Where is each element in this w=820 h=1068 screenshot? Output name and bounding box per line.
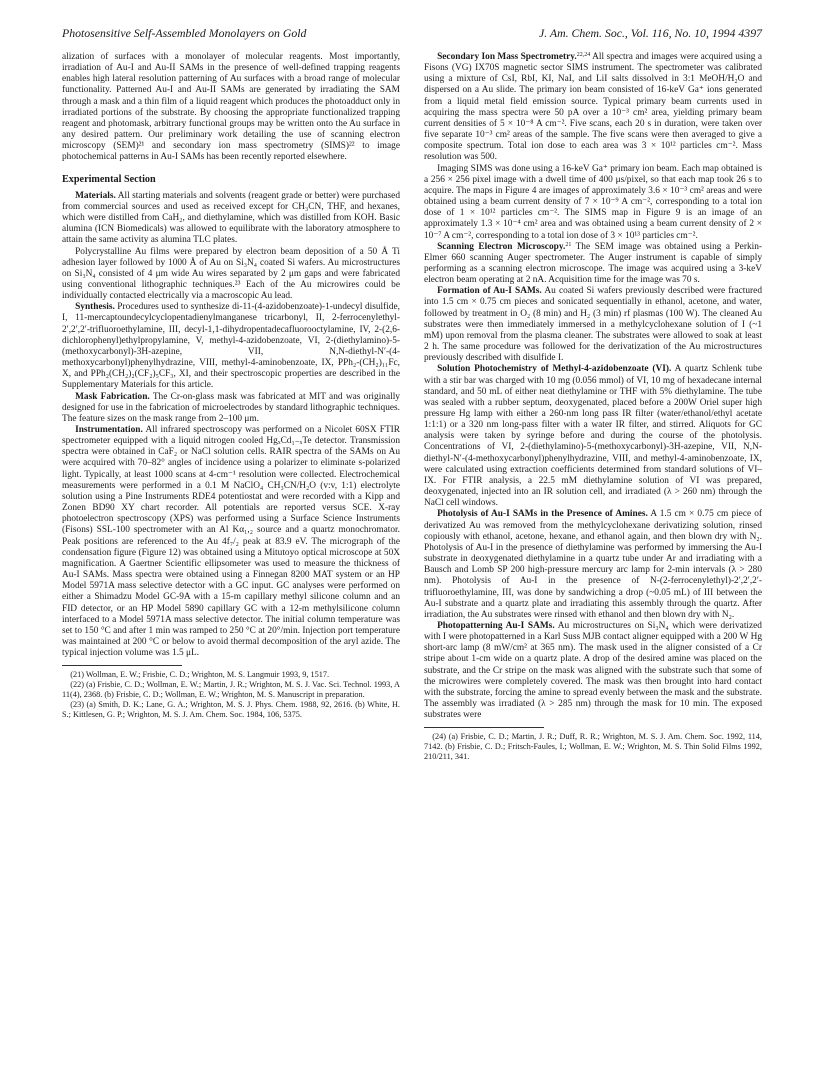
photopatterning-text: Au microstructures on Si₃N₄ which were derivatized with I were photopatterned in a Karl Suss MJB contact aligner equipped with a 200 W Hg short-arc lamp (8 mW/cm² at 365 nm). The mask used in the aligner consisted of a Cr stripe about 1-cm wide on a quartz plate. A drop of the desired amine was placed on the substrate, and the Cr stripe on the mask was aligned with the substrate such that some of the microwires were completely covered. The mask was then brought into hard contact with the substrate, forcing the amine to spread evenly between the mask and the substrate. The assembly was irradiated (λ > 285 nm) through the mask for 10 min. The exposed substrates were <box>424 620 762 721</box>
materials-paragraph <box>62 191 400 247</box>
sem-paragraph <box>424 242 762 287</box>
imaging-paragraph: Imaging SIMS was done using a 16-keV Ga⁺ primary ion beam. Each map obtained is a 256 × 256 pixel image with a dwell time of 400 μs/pixel, so that each map took 26 s to acquire. The maps in Figure 4 are images of approximately 3.6 × 10⁻³ cm² areas and were obtained using a beam current density of 7 × 10⁻⁹ A cm⁻², corresponding to a total ion dose of 1 × 10¹² particles cm⁻². The SIMS map in Figure 9 is an image of an approximately 1.3 × 10⁻⁴ cm² area and was obtained using a beam current density of 2 × 10⁻⁷ A cm⁻², corresponding to a total ion dose of 3 × 10¹³ particles cm⁻². <box>424 163 762 241</box>
running-title: Photosensitive Self-Assembled Monolayers on Gold <box>62 26 307 40</box>
materials-heading: Materials. <box>75 190 116 201</box>
mask-heading: Mask Fabrication. <box>75 391 150 402</box>
footnotes-left <box>62 670 400 719</box>
solution-photochemistry-text: A quartz Schlenk tube with a stir bar was charged with 10 mg (0.056 mmol) of VI, 10 mg of hexadecane internal standard, and 50 mL of either neat diethylamine or THF with 5% diethylamine. The tube was sealed with a rubber septum, deoxygenated, placed before a 200W Oriel super high pressure Hg lamp with either a 260-nm long pass IR filter (water/ethanol/ethyl acetate 1:1:1) or a 320 nm long-pass filter with a water IR filter, and stirred. Aliquots for GC analysis were taken by syringe before and during the course of the photolysis. Concentrations of VI, 2-(diethylamino)-5-(methoxycarbonyl)-3H-azepine, VII, N,N-diethyl-N′-(4-methoxycarbonyl)phenylhydrazine, VIII, and methyl-4-aminobenzoate, IX, were calculated using extraction coefficients determined from standard solutions of VI–IX. For FTIR analysis, a 22.5 mM diethylamine solution of VI was prepared, deoxygenated, injected into an IR solution cell, and irradiated (λ > 260 nm) through the NaCl cell windows. <box>424 364 762 509</box>
footnote-divider <box>62 665 182 666</box>
synthesis-text: Procedures used to synthesize di-11-(4-azidobenzoate)-1-undecyl disulfide, I, 11-mercaptoundecylcyclopentadienylmanganese tricarbonyl, II, 2-ferrocenylethyl-2′,2′,2′-trifluoroethylamine, III, decyl-1,1-dihydropentadecafluorooctylamine, IV, 2-(2,6-dichlorophenyl)ethylpropylamine, V, methyl-4-azidobenzoate, VI, 2-(diethylamino)-5-(methoxycarbonyl)-3H-azepine, VII, N,N-diethyl-N′-(4-methoxycarbonyl)phenylhydrazine, VIII, methyl-4-aminobenzoate, IX, PPh₂-(CH₂)₁₁Fc, X, and PPh₂(CH₂)₂(CF₂)₅CF₃, XI, and their spectroscopic properties are described in the Supplementary Materials for this article. <box>62 302 400 391</box>
section-heading: Experimental Section <box>62 173 156 185</box>
photopatterning-paragraph <box>424 621 762 721</box>
footnote-22: (22) (a) Frisbie, C. D.; Wollman, E. W.; Martin, J. R.; Wrighton, M. S. J. Vac. Sci. Technol. 1993, A 11(4), 2368. (b) Frisbie, C. D.; Wollman, E. W.; Wrighton, M. S. Manuscript in preparation. <box>62 680 400 699</box>
sims-reference: 22,24 <box>576 52 591 58</box>
intro-paragraph: alization of surfaces with a monolayer of molecular reagents. Most importantly, irradiation of Au-I and Au-II SAMs in the presence of well-defined trapping reagents enables high lateral resolution patterning of Au surfaces with a broad range of molecular functionality. Patterned Au-I and Au-II SAMs are generated by irradiating the SAM through a mask and a thin film of a liquid reagent which produces the photoadduct only in irradiated portions of the substrate. By choosing the appropriate functionalized trapping reagent and photomask, arbitrary functional groups may be written onto the Au surface in any desired pattern. Our preliminary work detailing the use of scanning electron microscopy (SEM)²¹ and secondary ion mass spectrometry (SIMS)²² to image photochemical patterns in Au-I SAMs has been recently reported elsewhere. <box>62 52 400 163</box>
photopatterning-heading: Photopatterning Au-I SAMs. <box>437 620 555 631</box>
formation-text: Au coated Si wafers previously described were fractured into 1.5 cm × 0.75 cm pieces and sonicated sequentially in ethanol, acetone, and water, followed by treatment in O₂ (8 min) and H₂ (3 min) rf plasmas (100 W). The cleaned Au substrates were then immediately immersed in a methylcyclohexane solution of I (~1 mM) upon removal from the plasma cleaner. The substrates were allowed to soak at least 2 h. The same procedure was followed for the derivatization of the Au microstructures previously described with disulfide I. <box>424 286 762 364</box>
running-header <box>62 26 762 42</box>
synthesis-heading: Synthesis. <box>75 302 115 313</box>
formation-paragraph <box>424 286 762 364</box>
footnote-21: (21) Wollman, E. W.; Frisbie, C. D.; Wrighton, M. S. Langmuir 1993, 9, 1517. <box>70 670 330 680</box>
instrumentation-text: All infrared spectroscopy was performed on a Nicolet 60SX FTIR spectrometer equipped with a liquid nitrogen cooled HgₓCd₁₋ₓTe detector. Transmission spectra were obtained in CaF₂ or NaCl solution cells. RAIR spectra of the SAMs on Au were acquired with 70–82° angles of incidence using a polarizer to eliminate s-polarized light. Typically, at least 1000 scans at 4-cm⁻¹ resolution were collected. Electrochemical measurements were performed in a 0.1 M NaClO₄ CH₃CN/H₂O (v:v, 1:1) electrolyte solution using a Pine Instruments RDE4 potentiostat and were recorded with a Kipp and Zonen BD90 XY chart recorder. All potentials are reported versus SCE. X-ray photoelectron spectroscopy (XPS) was performed using a Surface Science Instruments (Fisons) SSL-100 spectrometer with an Al Kα₁,₂ source and a quartz monochromator. Peak positions are referenced to the Au 4f₇/₂ peak at 83.9 eV. The micrograph of the condensation figure (Figure 12) was obtained using a Mitutoyo optical microscope at 50X magnification. A Gaertner Scientific ellipsometer was used to measure the thickness of Au-I SAMs. Mass spectra were obtained using a Finnegan 8200 MAT system or an HP Model 5971A mass selective detector with a GC input. GC analyses were performed on either a Shimadzu Model GC-9A with a 15-m capillary methyl silicone column and an FID detector, or an HP Model 5890 capillary GC with a 12-m methylsilicone column interfaced to a Model 5971A mass selective detector. The initial column temperature was set to 150 °C and after 1 min was ramped to 250 °C at 20°/min. Injection port temperature was maintained at 200 °C or below to avoid thermal decomposition of the aryl azide. The typical injection volume was 1.5 μL. <box>62 425 400 659</box>
right-column <box>424 52 762 762</box>
footnote-24: (24) (a) Frisbie, C. D.; Martin, J. R.; Duff, R. R.; Wrighton, M. S. J. Am. Chem. Soc. 1992, 114, 7142. (b) Frisbie, C. D.; Fritsch-Faules, I.; Wollman, E. W.; Wrighton, M. S. Thin Solid Films 1992, 210/211, 341. <box>424 732 762 761</box>
mask-paragraph <box>62 392 400 425</box>
photolysis-paragraph <box>424 509 762 621</box>
photolysis-heading: Photolysis of Au-I SAMs in the Presence of Amines. <box>437 509 648 520</box>
solution-photochemistry-heading: Solution Photochemistry of Methyl-4-azidobenzoate (VI). <box>437 364 672 375</box>
formation-heading: Formation of Au-I SAMs. <box>437 286 542 297</box>
footnotes-right <box>424 732 762 761</box>
films-paragraph: Polycrystalline Au films were prepared by electron beam deposition of a 50 Å Ti adhesion layer followed by 1000 Å of Au on Si₃N₄ coated Si wafers. Au microstructures on Si₃N₄ consisted of 4 μm wide Au wires separated by 2 μm gaps and were fabricated using conventional lithographic techniques.²³ Each of the Au microwires could be individually contacted electrically via a macroscopic Au lead. <box>62 246 400 302</box>
footnote-divider <box>424 727 544 728</box>
instrumentation-paragraph <box>62 425 400 659</box>
solution-photochemistry-paragraph <box>424 364 762 509</box>
sem-heading: Scanning Electron Microscopy. <box>437 241 566 252</box>
synthesis-paragraph <box>62 302 400 391</box>
sims-heading: Secondary Ion Mass Spectrometry. <box>437 52 577 62</box>
journal-citation: J. Am. Chem. Soc., Vol. 116, No. 10, 1994 4397 <box>538 26 762 40</box>
instrumentation-heading: Instrumentation. <box>75 425 143 435</box>
sem-text: The SEM image was obtained using a Perkin-Elmer 660 scanning Auger spectrometer. The Auger instrument is capable of simply performing as a scanning electron microscope. The image was acquired using a 3-keV electron beam operating at 2 nA. Acquisition time for the image was 70 s. <box>424 241 762 286</box>
sims-text: All spectra and images were acquired using a Fisons (VG) IX70S magnetic sector SIMS instrument. The spectrometer was calibrated using a mixture of CsI, RbI, KI, NaI, and LiI salts dissolved in 3:1 MeOH/H₂O and dispersed on a Au slide. The primary ion beam consisted of 16-keV Ga⁺ ions generated from a liquid metal field emission source. Typical primary beam currents used in acquiring the mass spectra were 50 pA over a 10⁻³ cm² area, yielding primary beam current densities of 5 × 10⁻⁸ A cm⁻². Five scans, each 20 s in duration, were taken over five separate 10⁻³ cm² areas of the sample. The five scans were then averaged to give a composite spectrum. Total ion dose to each area was 3 × 10¹² particles cm⁻². Mass resolution was 500. <box>424 52 762 163</box>
mask-text: The Cr-on-glass mask was fabricated at MIT and was originally designed for use in the fabrication of microelectrodes by standard lithographic techniques. The feature sizes on the mask range from 2–100 μm. <box>62 391 400 424</box>
sims-paragraph <box>424 52 762 164</box>
footnote-23: (23) (a) Smith, D. K.; Lane, G. A.; Wrighton, M. S. J. Phys. Chem. 1988, 92, 2616. (b) White, H. S.; Kittlesen, G. P.; Wrighton, M. S. J. Am. Chem. Soc. 1984, 106, 5375. <box>62 700 400 719</box>
left-column <box>62 52 400 720</box>
sem-reference: 21 <box>565 241 572 248</box>
photolysis-text: A 1.5 cm × 0.75 cm piece of derivatized Au was removed from the methylcyclohexane derivatizing solution, rinsed copiously with ethanol, acetone, hexane, and ethanol again, and then blown dry with N₂. Photolysis of Au-I in the presence of diethylamine was performed by immersing the Au-I substrate in deoxygenated diethylamine in a quartz tube under Ar and irradiating with a Bausch and Lomb SP 200 high-pressure mercury arc lamp for 2-min intervals (λ > 280 nm). Photolysis of Au-I in the presence of N-(2-ferrocenylethyl)-2′,2′,2′-trifluoroethylamine, III, was done by sandwiching a drop (~0.05 mL) of III between the Au-I substrate and a quartz plate and irradiating this assembly through the quartz. After irradiation, the Au substrates were rinsed with ethanol and then blown dry with N₂. <box>424 509 762 620</box>
materials-text: All starting materials and solvents (reagent grade or better) were purchased from commercial sources and used as received except for CH₃CN, THF, and hexanes, which were distilled from CaH₂, and diethylamine, which was distilled from KOH. Basic alumina (ICN Biomedicals) was allowed to equilibrate with the laboratory atmosphere to attain the same activity as alumina TLC plates. <box>62 190 400 246</box>
